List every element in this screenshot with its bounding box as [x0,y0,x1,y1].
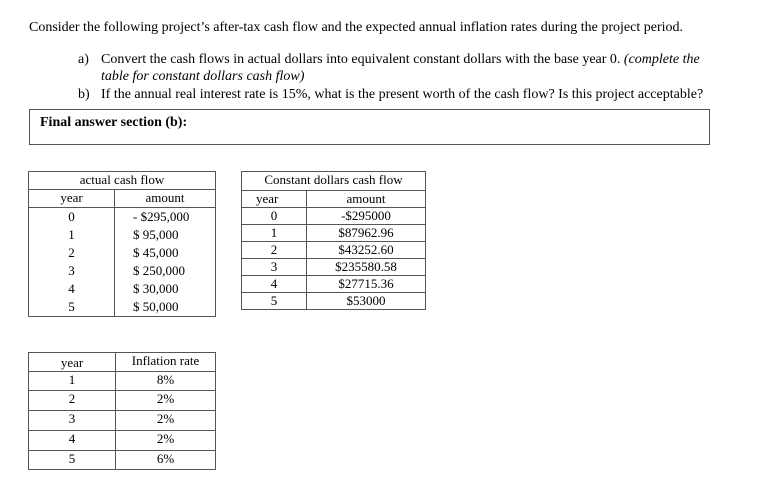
inflation-rate: 8% [116,372,216,391]
constant-col-year: year [242,191,307,208]
actual-amount: $ 45,000 [133,245,179,260]
inflation-rate: 2% [116,411,216,431]
actual-cash-flow-table [28,171,216,317]
inflation-year: 5 [29,451,116,470]
actual-year: 5 [68,299,75,314]
inflation-col-rate: Inflation rate [116,353,216,372]
final-answer-label: Final answer section (b): [40,115,188,130]
item-a-text: Convert the cash flows in actual dollars into equivalent constant dollars with the base year 0. [101,52,621,67]
item-a-label: a) [78,52,89,67]
constant-amount: $87962.96 [307,225,426,242]
item-b-text: If the annual real interest rate is 15%, what is the present worth of the cash flow? Is this project acceptable? [101,87,704,102]
inflation-year: 4 [29,431,116,451]
actual-col-year: year [29,190,115,208]
actual-amount: - $295,000 [133,209,190,224]
actual-years-cell [29,208,115,317]
item-b [78,87,738,105]
constant-table-title: Constant dollars cash flow [242,172,426,191]
actual-amount: $ 250,000 [133,263,185,278]
actual-amount: $ 30,000 [133,281,179,296]
inflation-col-year: year [29,353,116,372]
actual-table-title: actual cash flow [29,172,216,190]
question-intro: Consider the following project’s after-tax cash flow and the expected annual inflation rates during the project period. [29,20,684,35]
item-a-italic: (complete the [623,52,700,67]
final-answer-box[interactable] [29,109,710,145]
actual-year: 4 [68,281,75,296]
constant-amount: $53000 [307,293,426,310]
constant-amount: -$295000 [307,208,426,225]
actual-year: 3 [68,263,75,278]
inflation-year: 3 [29,411,116,431]
actual-col-amount: amount [115,190,216,208]
constant-year: 3 [242,259,307,276]
actual-year: 0 [68,209,75,224]
actual-amount: $ 50,000 [133,299,179,314]
inflation-year: 1 [29,372,116,391]
constant-amount: $27715.36 [307,276,426,293]
constant-amount: $235580.58 [307,259,426,276]
constant-year: 4 [242,276,307,293]
item-a-continuation: table for constant dollars cash flow) [101,69,305,84]
constant-year: 0 [242,208,307,225]
constant-year: 1 [242,225,307,242]
inflation-rate: 2% [116,391,216,411]
actual-year: 2 [68,245,75,260]
item-b-label: b) [78,87,90,102]
actual-amounts-cell [115,208,216,317]
actual-amount: $ 95,000 [133,227,179,242]
constant-amount: $43252.60 [307,242,426,259]
constant-year: 2 [242,242,307,259]
inflation-rate: 6% [116,451,216,470]
inflation-rate: 2% [116,431,216,451]
inflation-year: 2 [29,391,116,411]
constant-col-amount: amount [307,191,426,208]
actual-year: 1 [68,227,75,242]
inflation-rate-table [28,352,216,470]
constant-dollars-table [241,171,426,310]
constant-year: 5 [242,293,307,310]
item-a [78,52,738,70]
